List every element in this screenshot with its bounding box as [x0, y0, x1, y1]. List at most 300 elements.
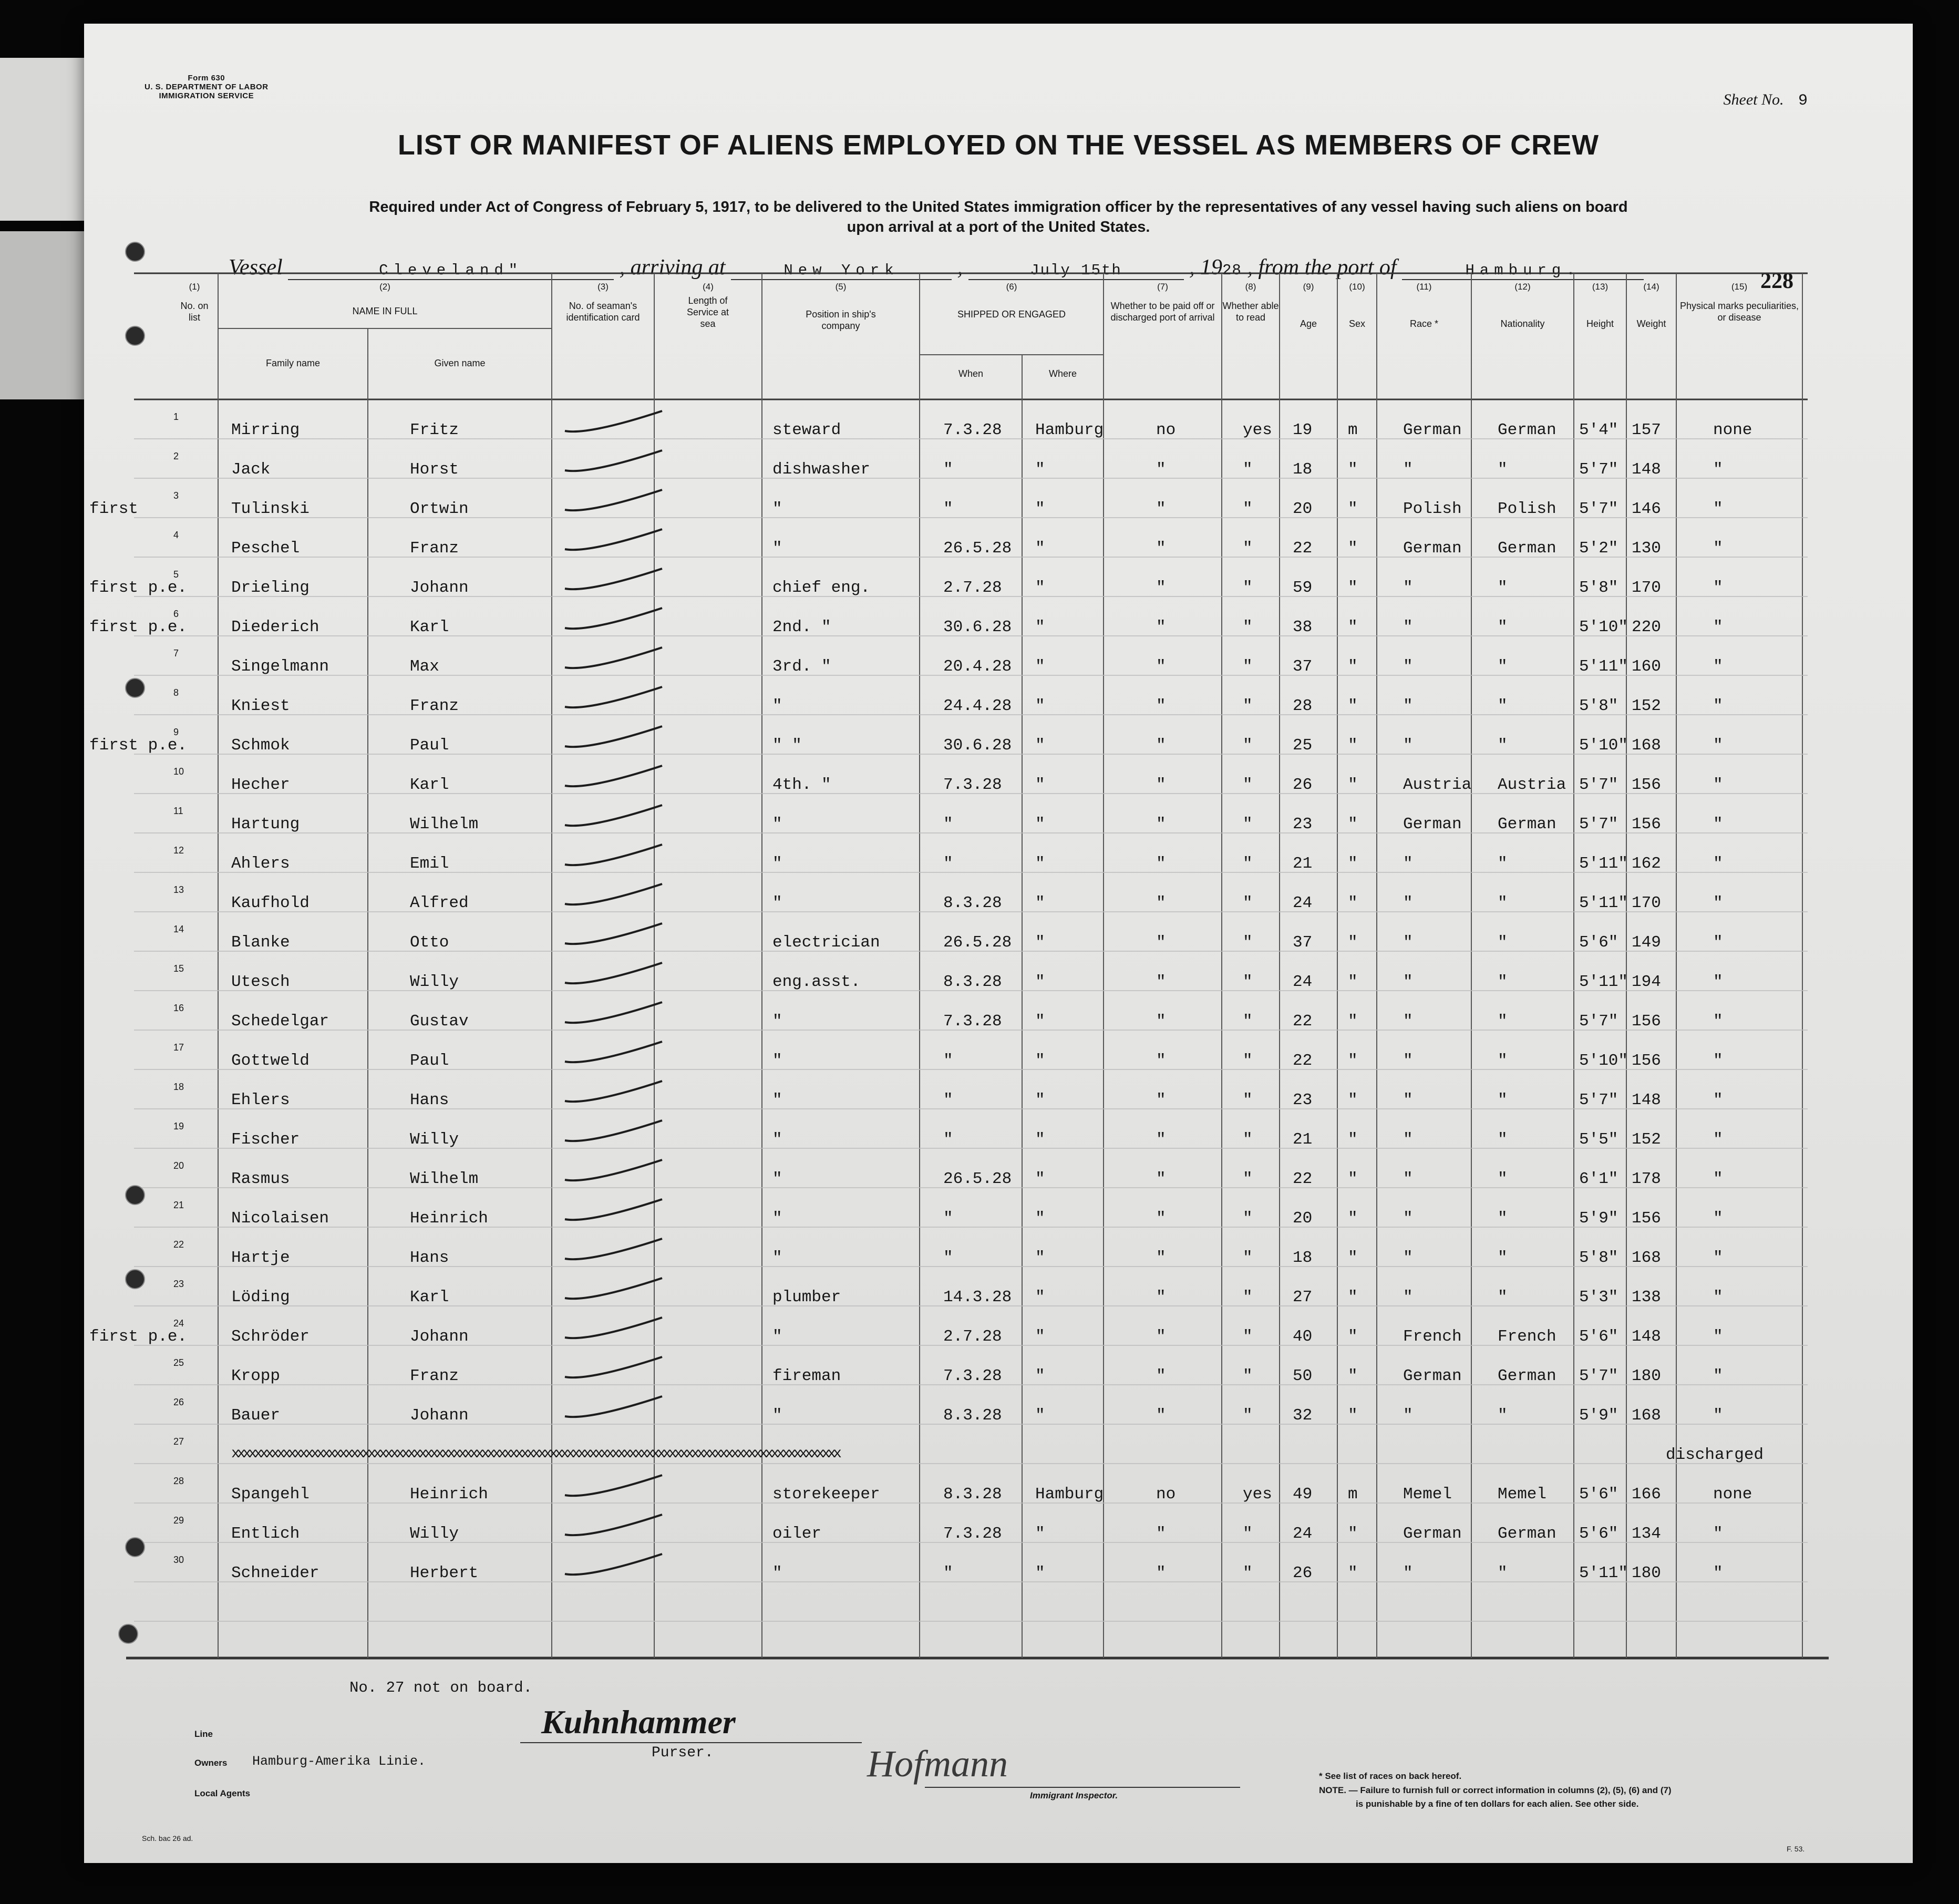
shipped-where: " [1035, 736, 1045, 755]
paid-off: " [1156, 1249, 1166, 1267]
weight: 166 [1632, 1485, 1661, 1504]
nationality: German [1498, 539, 1556, 558]
paid-off: " [1156, 657, 1166, 676]
given-name: Alfred [410, 894, 469, 912]
position: " [772, 815, 782, 833]
physical-marks: discharged [1666, 1446, 1764, 1464]
age: 27 [1293, 1288, 1313, 1306]
attached-tab [0, 58, 86, 221]
check-mark [565, 1278, 662, 1299]
header-col-7: (7) Whether to be paid off or discharged port of arrival [1110, 282, 1215, 323]
header-col-3: (3) No. of seaman's identification card [566, 282, 640, 323]
header-col-13: (13) Height [1586, 282, 1614, 329]
height: 5'6" [1579, 1485, 1618, 1504]
sex: " [1348, 736, 1358, 755]
stamp-number: 228 [1760, 269, 1793, 293]
physical-marks: " [1713, 579, 1723, 597]
position: electrician [772, 933, 880, 952]
schedule-code: Sch. bac 26 ad. [142, 1834, 193, 1843]
check-mark [565, 1396, 662, 1417]
sex: " [1348, 776, 1358, 794]
punch-hole [125, 1269, 145, 1289]
race: " [1403, 1130, 1413, 1149]
age: 18 [1293, 460, 1313, 479]
shipped-when: 8.3.28 [943, 1485, 1002, 1504]
nationality: German [1498, 1525, 1556, 1543]
given-name: Wilhelm [410, 1170, 479, 1188]
family-name: Entlich [231, 1525, 300, 1543]
paid-off: " [1156, 1288, 1166, 1306]
family-name: Schmok [231, 736, 290, 755]
able-to-read: " [1243, 815, 1253, 833]
shipped-when: 7.3.28 [943, 1012, 1002, 1031]
arrival-year: 28 [1222, 262, 1242, 279]
purser-signature: Kuhnhammer [541, 1703, 736, 1741]
able-to-read: " [1243, 973, 1253, 991]
sex: " [1348, 539, 1358, 558]
nationality: " [1498, 1091, 1508, 1109]
position: 4th. " [772, 776, 831, 794]
weight: 162 [1632, 855, 1661, 873]
row-number: 5 [173, 569, 179, 580]
agents-label: Local Agents [194, 1788, 251, 1798]
purser-label: Purser. [652, 1745, 714, 1761]
shipped-where: " [1035, 933, 1045, 952]
row-number: 8 [173, 687, 179, 698]
race: " [1403, 1209, 1413, 1228]
family-name: Diederich [231, 618, 319, 636]
position: " [772, 1170, 782, 1188]
age: 22 [1293, 1170, 1313, 1188]
check-mark [565, 923, 662, 944]
shipped-where: " [1035, 973, 1045, 991]
age: 23 [1293, 1091, 1313, 1109]
punch-hole [125, 326, 145, 346]
check-mark [565, 1081, 662, 1102]
height: 5'4" [1579, 421, 1618, 439]
height: 5'11" [1579, 973, 1628, 991]
paid-off: " [1156, 1012, 1166, 1031]
margin-note: first p.e. [89, 579, 188, 597]
punch-hole [125, 678, 145, 698]
age: 23 [1293, 815, 1313, 833]
sex: " [1348, 1327, 1358, 1346]
position: " [772, 1012, 782, 1031]
header-col-1: (1) No. on list [180, 282, 209, 323]
race: " [1403, 1091, 1413, 1109]
age: 32 [1293, 1406, 1313, 1425]
age: 18 [1293, 1249, 1313, 1267]
punch-hole [125, 242, 145, 262]
shipped-where: " [1035, 815, 1045, 833]
race: German [1403, 815, 1462, 833]
nationality: " [1498, 460, 1508, 479]
paid-off: " [1156, 1406, 1166, 1425]
punch-hole [125, 1185, 145, 1205]
able-to-read: " [1243, 1130, 1253, 1149]
sex: " [1348, 697, 1358, 715]
sex: " [1348, 815, 1358, 833]
row-number: 26 [173, 1397, 184, 1407]
punch-hole [125, 1537, 145, 1557]
weight: 156 [1632, 776, 1661, 794]
shipped-where: " [1035, 1012, 1045, 1031]
able-to-read: " [1243, 579, 1253, 597]
age: 22 [1293, 1052, 1313, 1070]
from-label: , from the port of [1247, 255, 1397, 280]
check-mark [565, 1515, 662, 1535]
position: " [772, 1052, 782, 1070]
subtitle-line-1: Required under Act of Congress of February 5, 1917, to be delivered to the United States immigration officer by the representatives of any vessel having such aliens on board [369, 199, 1628, 215]
height: 5'7" [1579, 1012, 1618, 1031]
row-number: 11 [173, 806, 183, 816]
arrival-port: New York [731, 262, 952, 280]
shipped-when: 2.7.28 [943, 1327, 1002, 1346]
shipped-where: " [1035, 776, 1045, 794]
shipped-when: " [943, 1130, 953, 1149]
physical-marks: " [1713, 776, 1723, 794]
able-to-read: yes [1243, 421, 1272, 439]
race: Memel [1403, 1485, 1452, 1504]
voyage-line: Vessel Cleveland" , arriving at New York , July 15th , 1928 , from the port of Hamburg. [229, 255, 1644, 280]
family-name: Jack [231, 460, 271, 479]
family-name: Spangehl [231, 1485, 310, 1504]
header-col-5: (5) Position in ship's company [806, 282, 876, 331]
paid-off: " [1156, 1170, 1166, 1188]
nationality: " [1498, 579, 1508, 597]
given-name: Willy [410, 1130, 459, 1149]
shipped-when: " [943, 815, 953, 833]
physical-marks: " [1713, 973, 1723, 991]
age: 40 [1293, 1327, 1313, 1346]
paid-off: " [1156, 1327, 1166, 1346]
position: " [772, 1209, 782, 1228]
shipped-when: 14.3.28 [943, 1288, 1012, 1306]
age: 22 [1293, 539, 1313, 558]
able-to-read: " [1243, 460, 1253, 479]
shipped-where: " [1035, 894, 1045, 912]
able-to-read: " [1243, 1406, 1253, 1425]
age: 24 [1293, 894, 1313, 912]
margin-note: first p.e. [89, 618, 188, 636]
shipped-when: " [943, 1209, 953, 1228]
position: 3rd. " [772, 657, 831, 676]
nationality: German [1498, 1367, 1556, 1385]
position: " " [772, 736, 802, 755]
shipped-where: " [1035, 1130, 1045, 1149]
family-name: Nicolaisen [231, 1209, 329, 1228]
nationality: Austria [1498, 776, 1566, 794]
sex: " [1348, 1564, 1358, 1582]
paid-off: " [1156, 855, 1166, 873]
check-mark [565, 1120, 662, 1141]
paid-off: " [1156, 1525, 1166, 1543]
check-mark [565, 1002, 662, 1023]
shipped-when: " [943, 500, 953, 518]
binder-strip [0, 231, 84, 399]
given-name: Herbert [410, 1564, 479, 1582]
height: 5'3" [1579, 1288, 1618, 1306]
height: 5'10" [1579, 736, 1628, 755]
physical-marks: " [1713, 855, 1723, 873]
family-name: Tulinski [231, 500, 310, 518]
weight: 152 [1632, 697, 1661, 715]
weight: 156 [1632, 815, 1661, 833]
shipped-where: " [1035, 1525, 1045, 1543]
weight: 180 [1632, 1564, 1661, 1582]
header-col-2: (2) NAME IN FULL [352, 282, 418, 316]
paid-off: " [1156, 1130, 1166, 1149]
physical-marks: " [1713, 1406, 1723, 1425]
paid-off: " [1156, 973, 1166, 991]
physical-marks: " [1713, 1367, 1723, 1385]
check-mark [565, 569, 662, 589]
race: " [1403, 1564, 1413, 1582]
check-mark [565, 608, 662, 629]
sex: " [1348, 1525, 1358, 1543]
shipped-when: 26.5.28 [943, 539, 1012, 558]
family-name: Bauer [231, 1406, 281, 1425]
height: 5'9" [1579, 1209, 1618, 1228]
shipped-when: " [943, 1052, 953, 1070]
age: 28 [1293, 697, 1313, 715]
able-to-read: " [1243, 1170, 1253, 1188]
able-to-read: " [1243, 500, 1253, 518]
able-to-read: " [1243, 1209, 1253, 1228]
owners-label: Owners [194, 1758, 228, 1768]
nationality: " [1498, 1406, 1508, 1425]
height: 5'11" [1579, 855, 1628, 873]
departure-port: Hamburg. [1402, 262, 1644, 280]
row-number: 1 [173, 411, 179, 422]
race: " [1403, 657, 1413, 676]
paid-off: no [1156, 421, 1176, 439]
physical-marks: " [1713, 894, 1723, 912]
check-mark [565, 490, 662, 510]
nationality: Memel [1498, 1485, 1547, 1504]
shipped-where: " [1035, 1288, 1045, 1306]
given-name: Johann [410, 1327, 469, 1346]
able-to-read: " [1243, 1012, 1253, 1031]
family-name: Utesch [231, 973, 290, 991]
shipped-where: " [1035, 697, 1045, 715]
physical-marks: " [1713, 500, 1723, 518]
height: 5'8" [1579, 697, 1618, 715]
able-to-read: " [1243, 697, 1253, 715]
shipped-where: " [1035, 1327, 1045, 1346]
inspector-label: Immigrant Inspector. [1030, 1790, 1118, 1800]
row-number: 9 [173, 727, 179, 737]
paid-off: " [1156, 776, 1166, 794]
shipped-when: 8.3.28 [943, 1406, 1002, 1425]
height: 5'7" [1579, 776, 1618, 794]
physical-marks: " [1713, 1209, 1723, 1228]
given-name: Otto [410, 933, 449, 952]
paid-off: " [1156, 1209, 1166, 1228]
shipped-where: " [1035, 1406, 1045, 1425]
height: 5'5" [1579, 1130, 1618, 1149]
row-number: 19 [173, 1121, 184, 1131]
sex: " [1348, 1130, 1358, 1149]
height: 5'6" [1579, 1525, 1618, 1543]
physical-marks: " [1713, 697, 1723, 715]
given-name: Franz [410, 539, 459, 558]
height: 5'7" [1579, 1367, 1618, 1385]
weight: 168 [1632, 1406, 1661, 1425]
shipped-when: " [943, 460, 953, 479]
nationality: " [1498, 697, 1508, 715]
header-where: Where [1048, 368, 1077, 379]
shipped-where: Hamburg [1035, 421, 1104, 439]
header-col-4: (4) Length of Service at sea [686, 282, 729, 329]
paid-off: " [1156, 1564, 1166, 1582]
given-name: Max [410, 657, 439, 676]
nationality: " [1498, 657, 1508, 676]
shipped-where: " [1035, 618, 1045, 636]
position: storekeeper [772, 1485, 880, 1504]
height: 5'10" [1579, 1052, 1628, 1070]
row-number: 4 [173, 530, 179, 540]
shipped-when: 26.5.28 [943, 1170, 1012, 1188]
paid-off: " [1156, 1367, 1166, 1385]
row-number: 7 [173, 648, 179, 658]
weight: 156 [1632, 1012, 1661, 1031]
physical-marks: " [1713, 1327, 1723, 1346]
physical-marks: none [1713, 1485, 1752, 1504]
shipped-when: " [943, 1564, 953, 1582]
check-mark [565, 1318, 662, 1338]
height: 5'6" [1579, 1327, 1618, 1346]
check-mark [565, 450, 662, 471]
check-mark [565, 529, 662, 550]
race: " [1403, 855, 1413, 873]
header-col-14: (14) Weight [1636, 282, 1666, 329]
sex: " [1348, 933, 1358, 952]
weight: 156 [1632, 1052, 1661, 1070]
sex: " [1348, 1012, 1358, 1031]
shipped-when: " [943, 1091, 953, 1109]
fine-note-2: is punishable by a fine of ten dollars for each alien. See other side. [1356, 1799, 1639, 1809]
able-to-read: " [1243, 1327, 1253, 1346]
position: " [772, 500, 782, 518]
given-name: Emil [410, 855, 449, 873]
arriving-label: , arriving at [619, 255, 726, 280]
weight: 168 [1632, 736, 1661, 755]
header-when: When [958, 368, 984, 379]
weight: 168 [1632, 1249, 1661, 1267]
paid-off: " [1156, 1091, 1166, 1109]
row-number: 20 [173, 1160, 184, 1171]
age: 20 [1293, 1209, 1313, 1228]
race: " [1403, 1288, 1413, 1306]
vessel-label: Vessel [229, 255, 283, 280]
sex: " [1348, 973, 1358, 991]
height: 5'11" [1579, 894, 1628, 912]
nationality: " [1498, 933, 1508, 952]
given-name: Paul [410, 736, 449, 755]
header-family-name: Family name [265, 358, 321, 368]
sex: " [1348, 1367, 1358, 1385]
shipped-when: 7.3.28 [943, 776, 1002, 794]
weight: 170 [1632, 894, 1661, 912]
family-name: Fischer [231, 1130, 300, 1149]
position: " [772, 894, 782, 912]
nationality: " [1498, 1249, 1508, 1267]
race: " [1403, 973, 1413, 991]
race: " [1403, 697, 1413, 715]
check-mark [565, 647, 662, 668]
family-name: Singelmann [231, 657, 329, 676]
header-col-9: (9) Age [1300, 282, 1317, 329]
given-name: Heinrich [410, 1485, 488, 1504]
check-mark [565, 766, 662, 786]
shipped-when: 7.3.28 [943, 1367, 1002, 1385]
sex: m [1348, 1485, 1358, 1504]
nationality: Polish [1498, 500, 1556, 518]
height: 5'10" [1579, 618, 1628, 636]
check-mark [565, 1042, 662, 1062]
punch-hole [118, 1624, 138, 1644]
shipped-when: 26.5.28 [943, 933, 1012, 952]
family-name: Drieling [231, 579, 310, 597]
given-name: Heinrich [410, 1209, 488, 1228]
paid-off: " [1156, 894, 1166, 912]
height: 6'1" [1579, 1170, 1618, 1188]
check-mark [565, 884, 662, 904]
row-number: 3 [173, 490, 179, 501]
paid-off: " [1156, 933, 1166, 952]
family-name: Kropp [231, 1367, 281, 1385]
family-name: Gottweld [231, 1052, 310, 1070]
row-number: 18 [173, 1082, 184, 1092]
shipped-when: 30.6.28 [943, 736, 1012, 755]
position: 2nd. " [772, 618, 831, 636]
able-to-read: " [1243, 1564, 1253, 1582]
race: " [1403, 579, 1413, 597]
height: 5'2" [1579, 539, 1618, 558]
weight: 130 [1632, 539, 1661, 558]
given-name: Franz [410, 1367, 459, 1385]
check-mark [565, 687, 662, 707]
position: " [772, 1091, 782, 1109]
race: " [1403, 933, 1413, 952]
position: " [772, 855, 782, 873]
shipped-when: " [943, 855, 953, 873]
age: 26 [1293, 776, 1313, 794]
physical-marks: " [1713, 460, 1723, 479]
race: " [1403, 736, 1413, 755]
sex: " [1348, 657, 1358, 676]
age: 59 [1293, 579, 1313, 597]
check-mark [565, 1160, 662, 1180]
shipped-where: " [1035, 1209, 1045, 1228]
sex: " [1348, 894, 1358, 912]
family-name: Hartje [231, 1249, 290, 1267]
shipped-when: 30.6.28 [943, 618, 1012, 636]
family-name: Schröder [231, 1327, 310, 1346]
shipped-where: Hamburg [1035, 1485, 1104, 1504]
position: " [772, 1327, 782, 1346]
able-to-read: " [1243, 1525, 1253, 1543]
given-name: Johann [410, 579, 469, 597]
height: 5'7" [1579, 460, 1618, 479]
nationality: " [1498, 1209, 1508, 1228]
family-name: Schedelgar [231, 1012, 329, 1031]
check-mark [565, 963, 662, 983]
race: " [1403, 894, 1413, 912]
physical-marks: " [1713, 815, 1723, 833]
height: 5'11" [1579, 657, 1628, 676]
